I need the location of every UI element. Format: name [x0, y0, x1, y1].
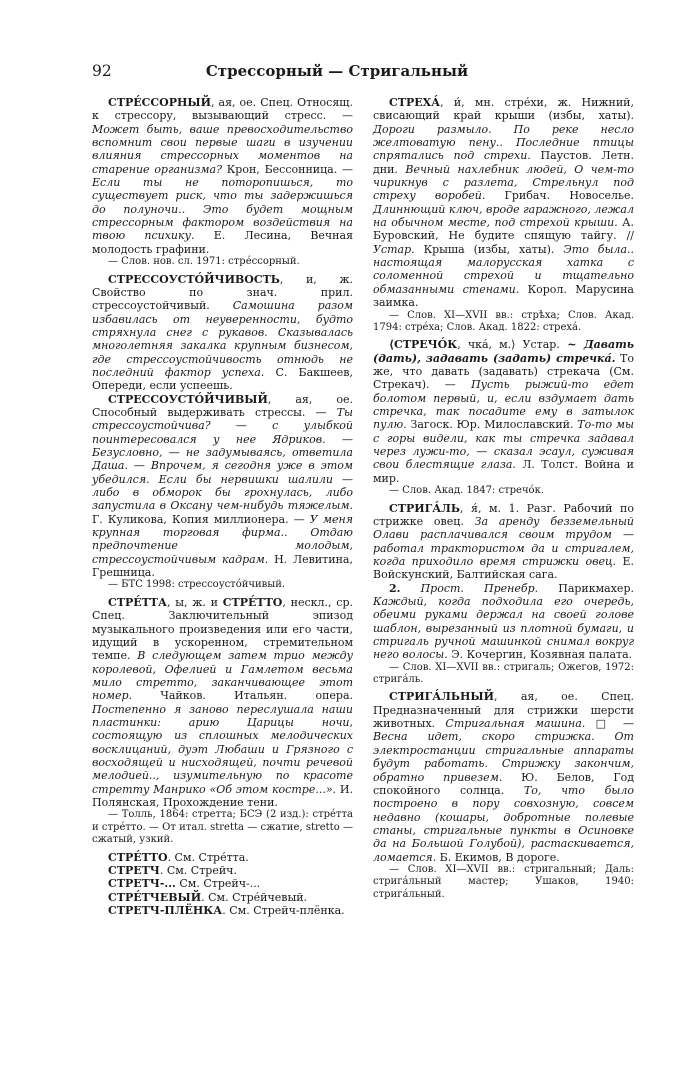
cross-reference-entry: [92, 877, 353, 890]
headword: СТРЕ́ССОРНЫЙ: [108, 96, 211, 109]
grammar: , ая, ое.: [267, 392, 353, 406]
source: Загоск. Юр. Милославский.: [406, 418, 578, 432]
quotation: За аренду безземельный Олави расплачивался своим трудом — работал трактористом да и стригалем, когда приходило время стрижки овец.: [373, 514, 634, 568]
source: А. Буровский, Не будите спящую тайгу. //: [373, 216, 634, 243]
entry-strechok: [373, 338, 634, 485]
etymology-reference: — Слов. нов. сл. 1971: стре́ссорный.: [108, 256, 300, 268]
definition: Способный выдерживать стрессы.: [92, 405, 316, 419]
source: Э. Кочергин, Козявная палата.: [447, 648, 633, 662]
entry-stretta: [92, 596, 353, 810]
headword: СТРЕ́ТЧЕВЫЙ: [108, 890, 202, 904]
source: С. Бакшеев, Опереди, если успеешь.: [92, 365, 353, 393]
entry-stressoustojchivost: [92, 273, 353, 393]
etymology-reference: — Слов. XI—XVII вв.: стрѣха; Слов. Акад. 1794: стре́ха; Слов. Акад. 1822: стреха́.: [373, 309, 634, 333]
source: Н. Левитина, Грешница.: [92, 552, 353, 580]
quotation: В следующем затем трио между королевой, Офелией и Гамлетом весьма мило стретто, заканчивающее этот номер.: [92, 649, 353, 703]
quotation: Каждый, когда подходила его очередь, обеими руками держал на своей голове шаблон, вырезанный из плотной бумаги, и стригаль ручной машинкой снимал вокруг него волосы.: [373, 594, 634, 662]
headword: СТРЕ́ТТА: [108, 595, 167, 609]
quotation: — Весна идет, скоро стрижка. От электростанции стригальные аппараты будут работать. Стрижку закончим, обратно привезем.: [373, 717, 635, 784]
source: Г. Куликова, Копия миллионера. —: [92, 512, 310, 526]
headword: ⟨СТРЕЧО́К: [389, 338, 458, 352]
quotation: Длиннющий ключ, вроде гаражного, лежал на обычном месте, под стрехой крыши.: [373, 202, 634, 230]
grammar: , ая, ое. Спец.: [493, 690, 634, 704]
cross-reference: . См. Стре́йчевый.: [201, 890, 308, 904]
right-column: [373, 96, 634, 905]
etymology-reference: — Слов. XI—XVII вв.: стригаль; Ожегов, 1972: стрига́ль.: [373, 661, 634, 686]
source: Грибач. Новоселье.: [485, 189, 634, 203]
quotation: Вечный нахлебник людей, О чем-то чирикнув с разлета, Стрельнул под стреху воробей.: [373, 162, 634, 203]
quotation: То-то мы с горы видели, как ты стречка задавал через лужи-то, — сказал эсаул, суживая свои блестящие глаза.: [373, 418, 634, 472]
quotation: Дороги размыло. По реке несло желтоватую пену.. Последние птицы спрятались под стрехи.: [373, 122, 634, 163]
source: Паустов. Летн. дни.: [373, 149, 634, 176]
definition: Предназначенный для стрижки шерсти животных.: [373, 703, 634, 731]
source: Б. Екимов, В дороге.: [436, 850, 560, 864]
source: Ю. Белов, Год спокойного солнца.: [373, 770, 634, 797]
quotation: Постепенно я заново переслушала наши пластинки: арию Царицы ночи, состоящую из сплошных мелодических восклицаний, дуэт Любаши и Грязного с восходящей и нисходящей, почти речевой мелодией.., изумительную по красоте стретту Манрико «Об этом костре...».: [92, 702, 353, 796]
quotation: — Ты стрессоустойчива? — с улыбкой поинтересовался у нее Ядриков. — Безусловно, — не задумываясь, ответила Даша. — Впрочем, я сегодня уже в этом убедился. Если бы нервишки шалили — либо в обморок бы грохнулась, либо запустила в Оксану чем-нибудь тяжелым.: [92, 405, 354, 513]
entry-strigal: [373, 502, 634, 582]
source: Крон, Бессонница. —: [222, 162, 354, 176]
entry-stressoustojchivyj: [92, 393, 353, 580]
quotation: Самошина разом избавилась от неуверенности, будто стряхнула снег с рукавов. Сказывалась многолетняя закалка крупным бизнесом, где стрессоустойчивость отнюдь не последний фактор успеха.: [92, 299, 353, 379]
etymology-reference: — БТС 1998: стрессоусто́йчивый.: [108, 579, 286, 591]
quotation: То, что было построено в пору совхозную, совсем недавно (кошары, добротные полевые станы, стригальные пункты в Осиновке да на Большой Голубой), растаскивается, ломается.: [373, 783, 634, 864]
headword: СТРИГА́ЛЬ: [389, 501, 460, 515]
headword: СТРЕТЧ: [108, 863, 160, 877]
cross-reference-entry: [92, 864, 353, 877]
definition: Свойство по знач. прил. стрессоустойчивый.: [92, 285, 353, 313]
quotation: Может быть, ваше превосходительство вспомнит свои первые шаги в изучении влияния стрессорных моментов на старение организма?: [92, 122, 353, 176]
etymology-reference: — Слов. Акад. 1847: стречо́к.: [389, 485, 544, 497]
entry-stressornyj: [92, 96, 353, 256]
definition: Рабочий по стрижке овец.: [373, 501, 634, 528]
grammar: , чка́, м.⟩ Устар.: [457, 338, 560, 352]
left-column: [92, 96, 353, 917]
cross-reference-entry: [92, 851, 353, 864]
quotation: Это была.. настоящая малорусская хатка с соломенной стрехой и тщательно обмазанными стенами.: [373, 242, 634, 296]
cross-reference-entry: [92, 904, 353, 917]
grammar: , и́, мн. стре́хи, ж.: [440, 96, 572, 109]
entry-streha: [373, 96, 634, 310]
cross-reference: . См. Стрейч.: [159, 863, 237, 877]
definition: Парикмахер.: [538, 581, 634, 595]
grammar: , я́, м. 1. Разг.: [459, 501, 556, 515]
quotation: Если ты не поторопишься, то существует риск, что ты задержишься до полуночи.. Это будет мощным стрессорным фактором воздействия на твою психику.: [92, 176, 353, 243]
headword: СТРЕХА́: [389, 96, 441, 109]
quotation: Пусть рыжий-то едет болотом первый, и, если вздумает дать стречка, так посадите ему в затылок пулю.: [373, 378, 634, 432]
square-marker: □: [585, 717, 624, 731]
source: Чайков. Итальян. опера.: [132, 689, 353, 703]
source: Е. Лесина, Вечная молодость графини.: [92, 229, 354, 256]
tilde-mark: ~: [559, 338, 584, 352]
sense-number: 2.: [389, 581, 401, 595]
headword-variant: СТРЕ́ТТО: [222, 595, 283, 609]
running-title: Стрессорный — Стригальный: [205, 62, 469, 80]
definition: Заключительный эпизод музыкального произведения или его части, идущий в ускоренном, стремительном темпе.: [92, 609, 353, 663]
definition: Нижний, свисающий край крыши (избы, хаты).: [373, 96, 635, 123]
definition: Относящ. к стрессору, вызывающий стресс. —: [92, 96, 353, 123]
source: Корол. Марусина заимка.: [373, 282, 634, 310]
entry-strigalnyj: [373, 690, 634, 863]
grammar: , и, ж.: [279, 272, 353, 286]
etymology-reference: — Толль, 1864: стретта; БСЭ (2 изд.): стре́тта и стре́тто. — От итал. stretta — сжатие, stretto — сжатый, узкий.: [92, 809, 353, 846]
grammar: , ы, ж. и: [166, 595, 223, 609]
cross-reference-entry: [92, 891, 353, 904]
entry-strigal-sense-2: [373, 582, 634, 662]
cross-reference: См. Стрейч-...: [175, 877, 261, 891]
source: Л. Толст. Война и мир.: [373, 458, 634, 485]
definition: Крыша (избы, хаты).: [414, 242, 564, 256]
source: Е. Войскунский, Балтийская сага.: [373, 554, 634, 582]
running-header: [92, 62, 582, 84]
headword: СТРЕССОУСТО́ЙЧИВОСТЬ: [108, 272, 280, 286]
usage-mark: Прост. Пренебр.: [400, 581, 539, 595]
quotation: У меня крупная торговая фирма.. Отдаю предпочтение молодым, стрессоустойчивым кадрам.: [92, 512, 353, 566]
cross-reference: . См. Стре́тта.: [167, 850, 249, 864]
headword: СТРЕТЧ-...: [108, 877, 176, 891]
page-number: 92: [92, 62, 112, 80]
definition: То же, что давать (задавать) стрекача (См. Стрекач). —: [373, 351, 634, 392]
cross-reference: . См. Стрейч-плёнка.: [222, 903, 345, 917]
quotation: Стригальная машина.: [445, 717, 586, 731]
headword: СТРЕССОУСТО́ЙЧИВЫЙ: [108, 392, 268, 406]
headword: СТРЕ́ТТО: [108, 850, 168, 864]
usage-mark: Устар.: [373, 242, 415, 256]
source: И. Полянская, Прохождение тени.: [92, 782, 353, 809]
headword: СТРЕТЧ-ПЛЁНКА: [108, 903, 223, 917]
phrase: Давать (дать), задавать (задать) стречка́.: [373, 338, 634, 365]
grammar: , ая, ое. Спец.: [210, 96, 294, 109]
headword: СТРИГА́ЛЬНЫЙ: [389, 690, 494, 704]
etymology-reference: — Слов. XI—XVII вв.: стригальный; Даль: стрига́льный мастер; Ушаков, 1940: стрига́льный.: [373, 863, 634, 900]
grammar: , нескл., ср. Спец.: [92, 595, 353, 623]
